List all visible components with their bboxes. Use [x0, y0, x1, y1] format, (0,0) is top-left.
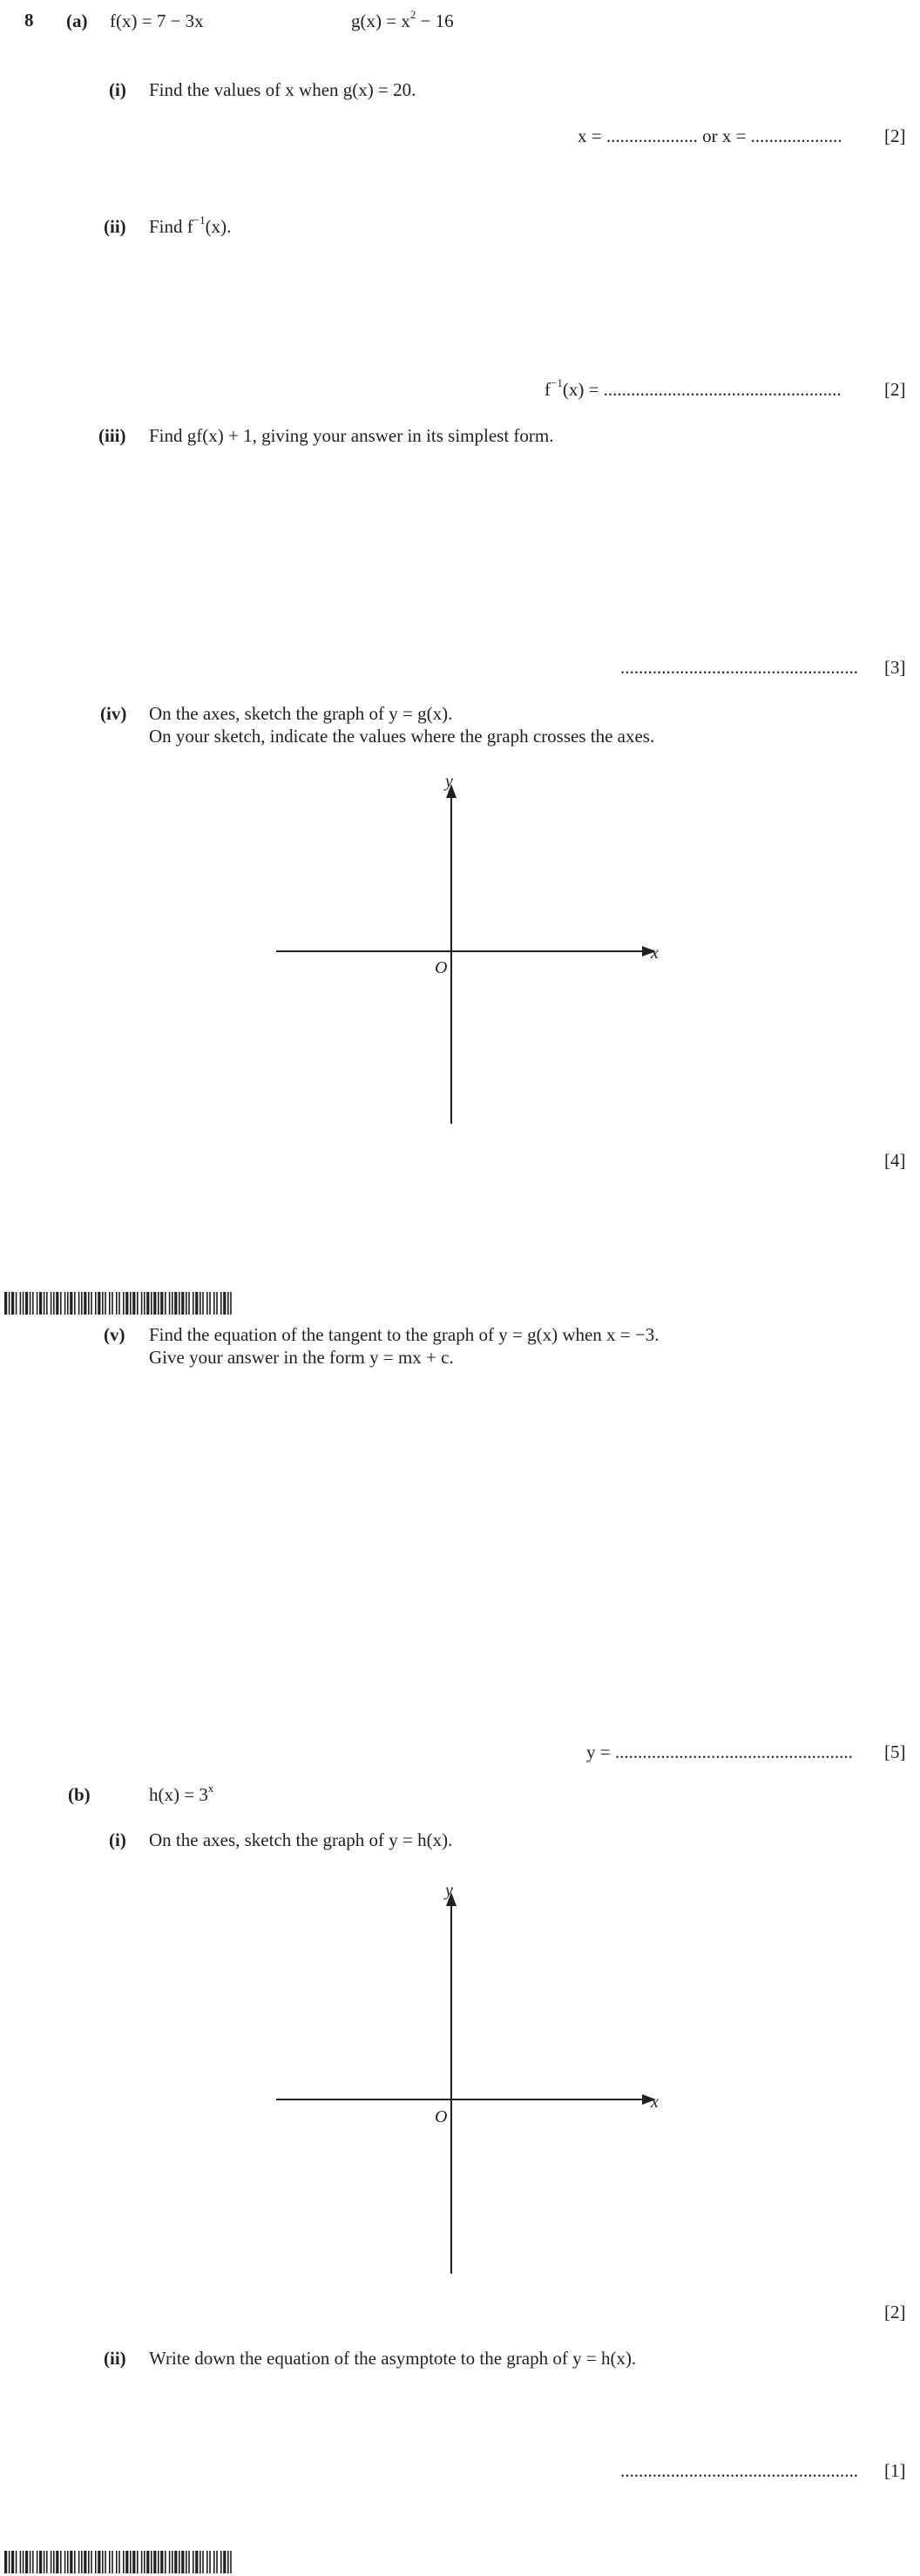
barcode-bar: [78, 1292, 80, 1315]
barcode-bar: [116, 2551, 118, 2573]
barcode-bar: [195, 2551, 198, 2573]
barcode-bar: [174, 2551, 177, 2573]
part-a-iv-origin-label: O: [435, 958, 448, 977]
barcode-bar: [193, 1292, 194, 1315]
barcode-bar: [64, 2551, 66, 2573]
part-b-i-question: On the axes, sketch the graph of y = h(x).: [149, 1829, 453, 1850]
barcode-bar: [102, 1292, 104, 1315]
barcode-bar: [84, 1292, 86, 1315]
barcode-bar: [216, 1292, 218, 1315]
part-a-iv-x-label: x: [651, 943, 659, 963]
barcode-bar: [165, 1292, 166, 1315]
barcode-bar: [74, 1292, 76, 1315]
barcode-bar: [95, 2551, 97, 2573]
barcode-bar: [74, 2551, 76, 2573]
barcode-bar: [186, 1292, 187, 1315]
part-a-iii-question: Find gf(x) + 1, giving your answer in its simplest form.: [149, 425, 554, 446]
barcode-bar: [125, 2551, 128, 2573]
barcode-bar: [188, 2551, 190, 2573]
part-b-label: (b): [68, 1784, 91, 1805]
barcode-bar: [123, 1292, 125, 1315]
barcode-bar: [67, 1292, 69, 1315]
barcode-bar: [105, 2551, 106, 2573]
barcode-bar: [84, 2551, 86, 2573]
barcode-bar: [95, 1292, 97, 1315]
barcode-bar: [88, 1292, 90, 1315]
barcode-bar: [130, 1292, 132, 1315]
barcode-bar: [169, 1292, 171, 1315]
barcode-bar: [98, 2551, 100, 2573]
barcode-bar: [44, 2551, 45, 2573]
part-b-ii-marks: [1]: [884, 2460, 906, 2481]
barcode-bar: [105, 1292, 106, 1315]
barcode-bar: [172, 2551, 173, 2573]
barcode-bottom: [4, 2551, 379, 2573]
barcode-bar: [51, 1292, 52, 1315]
barcode-bar: [112, 2551, 113, 2573]
barcode-bar: [60, 1292, 62, 1315]
barcode-bar: [30, 1292, 31, 1315]
barcode-bar: [160, 1292, 163, 1315]
barcode-bar: [78, 2551, 80, 2573]
barcode-bar: [32, 2551, 34, 2573]
barcode-bar: [123, 2551, 125, 2573]
barcode-bar: [132, 1292, 135, 1315]
barcode-bar: [160, 2551, 163, 2573]
part-a-i-label: (i): [109, 79, 126, 100]
barcode-bar: [202, 2551, 204, 2573]
barcode-bar: [91, 2551, 92, 2573]
barcode-bar: [137, 2551, 139, 2573]
part-b-ii-label: (ii): [104, 2348, 126, 2369]
barcode-bar: [206, 2551, 208, 2573]
barcode-bar: [158, 2551, 159, 2573]
barcode-bar: [37, 1292, 38, 1315]
part-a-iii-marks: [3]: [884, 657, 906, 678]
barcode-bar: [174, 1292, 177, 1315]
barcode-bar: [56, 1292, 58, 1315]
barcode-bar: [16, 2551, 17, 2573]
barcode-bar: [11, 1292, 14, 1315]
part-a-iv-y-label: y: [445, 772, 453, 791]
barcode-bar: [146, 2551, 149, 2573]
barcode-bar: [51, 2551, 52, 2573]
barcode-bar: [230, 2551, 232, 2573]
barcode-bar: [223, 2551, 226, 2573]
barcode-bar: [56, 2551, 58, 2573]
barcode-bar: [9, 1292, 10, 1315]
barcode-bar: [116, 1292, 118, 1315]
barcode-bar: [227, 2551, 229, 2573]
barcode-bar: [165, 2551, 166, 2573]
barcode-bar: [39, 2551, 42, 2573]
barcode-bar: [32, 1292, 34, 1315]
question-number: 8: [24, 10, 34, 30]
barcode-bar: [20, 1292, 22, 1315]
part-a-v-answer-line[interactable]: y = ....................................................: [586, 1741, 853, 1762]
barcode-bar: [30, 2551, 31, 2573]
barcode-bar: [25, 1292, 28, 1315]
barcode-bar: [179, 2551, 180, 2573]
barcode-bar: [209, 1292, 211, 1315]
barcode-bar: [141, 2551, 143, 2573]
barcode-bar: [216, 2551, 218, 2573]
barcode-bar: [109, 1292, 111, 1315]
barcode-bar: [153, 2551, 156, 2573]
part-a-iv-axes[interactable]: [274, 767, 666, 1132]
barcode-bar: [46, 2551, 48, 2573]
barcode-bar: [23, 1292, 24, 1315]
barcode-bar: [125, 1292, 128, 1315]
barcode-bar: [23, 2551, 24, 2573]
barcode-bar: [179, 1292, 180, 1315]
barcode-bar: [172, 1292, 173, 1315]
barcode-bar: [20, 2551, 22, 2573]
barcode-bar: [67, 2551, 69, 2573]
barcode-bar: [102, 2551, 104, 2573]
part-a-iii-label: (iii): [98, 425, 126, 446]
barcode-bar: [130, 2551, 132, 2573]
barcode-bar: [151, 1292, 152, 1315]
part-a-i-question: Find the values of x when g(x) = 20.: [149, 79, 416, 100]
barcode-bar: [46, 1292, 48, 1315]
barcode-bar: [39, 1292, 42, 1315]
barcode-bar: [81, 2551, 83, 2573]
barcode-bar: [200, 2551, 201, 2573]
barcode-bar: [206, 1292, 208, 1315]
part-a-label: (a): [66, 10, 88, 31]
barcode-bar: [230, 1292, 232, 1315]
part-a-ii-answer-line[interactable]: $f^{-1}(x)$ = ....................................................: [545, 376, 842, 400]
barcode-bar: [81, 1292, 83, 1315]
barcode-bar: [64, 1292, 66, 1315]
barcode-bar: [169, 2551, 171, 2573]
barcode-bar: [181, 1292, 184, 1315]
barcode-bar: [144, 1292, 145, 1315]
barcode-bar: [70, 1292, 72, 1315]
part-a-iv-question-line2: On your sketch, indicate the values where the graph crosses the axes.: [149, 726, 655, 747]
barcode-bar: [132, 2551, 135, 2573]
part-b-i-axes[interactable]: [274, 1880, 666, 2281]
barcode-bar: [109, 2551, 111, 2573]
part-b-ii-question: Write down the equation of the asymptote to the graph of y = h(x).: [149, 2348, 637, 2369]
barcode-bar: [11, 2551, 14, 2573]
barcode-bar: [118, 1292, 120, 1315]
barcode-bar: [146, 1292, 149, 1315]
barcode-bar: [153, 1292, 156, 1315]
part-a-i-marks: [2]: [884, 125, 906, 146]
barcode-bar: [9, 2551, 10, 2573]
barcode-bar: [112, 1292, 113, 1315]
barcode-bar: [202, 1292, 204, 1315]
barcode-top: [4, 1292, 379, 1315]
barcode-bar: [16, 1292, 17, 1315]
barcode-bar: [53, 2551, 55, 2573]
part-a-ii-label: (ii): [104, 216, 126, 237]
barcode-bar: [188, 1292, 190, 1315]
barcode-bar: [91, 1292, 92, 1315]
barcode-bar: [118, 2551, 120, 2573]
part-b-i-origin-label: O: [435, 2107, 448, 2126]
barcode-bar: [186, 2551, 187, 2573]
barcode-bar: [44, 1292, 45, 1315]
barcode-bar: [25, 2551, 28, 2573]
part-a-i-answer-line[interactable]: x = .................... or x = ....................: [578, 125, 842, 146]
part-a-ii-marks: [2]: [884, 379, 906, 400]
barcode-bar: [53, 1292, 55, 1315]
part-a-iv-marks: [4]: [884, 1150, 906, 1171]
h-definition: $h(x) = 3^x$: [149, 1782, 214, 1805]
part-a-iv-question-line1: On the axes, sketch the graph of y = g(x).: [149, 703, 453, 724]
barcode-bar: [209, 2551, 211, 2573]
part-a-v-question-line1: Find the equation of the tangent to the graph of y = g(x) when x = −3.: [149, 1324, 660, 1345]
barcode-bar: [4, 1292, 7, 1315]
part-b-i-label: (i): [109, 1829, 126, 1850]
barcode-bar: [70, 2551, 72, 2573]
part-b-ii-answer-line[interactable]: ....................................................: [620, 2460, 858, 2481]
barcode-bar: [144, 2551, 145, 2573]
part-a-v-marks: [5]: [884, 1741, 906, 1762]
part-b-i-y-label: y: [445, 1881, 453, 1900]
part-a-ii-question: Find $f^{-1}(x)$.: [149, 213, 232, 237]
barcode-bar: [37, 2551, 38, 2573]
part-a-iv-label: (iv): [100, 703, 127, 724]
barcode-bar: [200, 1292, 201, 1315]
part-b-i-x-label: x: [651, 2093, 659, 2112]
barcode-bar: [98, 1292, 100, 1315]
barcode-bar: [181, 2551, 184, 2573]
barcode-bar: [220, 2551, 222, 2573]
barcode-bar: [195, 1292, 198, 1315]
part-a-v-question-line2: Give your answer in the form y = mx + c.: [149, 1347, 454, 1368]
barcode-bar: [158, 1292, 159, 1315]
barcode-bar: [4, 2551, 7, 2573]
part-b-i-marks: [2]: [884, 2302, 906, 2322]
barcode-bar: [151, 2551, 152, 2573]
f-definition: f(x) = 7 − 3x: [110, 10, 204, 31]
barcode-bar: [141, 1292, 143, 1315]
barcode-bar: [193, 2551, 194, 2573]
part-a-v-label: (v): [104, 1324, 125, 1345]
part-a-iii-answer-line[interactable]: ....................................................: [620, 657, 858, 678]
barcode-bar: [88, 2551, 90, 2573]
barcode-bar: [60, 2551, 62, 2573]
barcode-bar: [227, 1292, 229, 1315]
barcode-bar: [137, 1292, 139, 1315]
barcode-bar: [220, 1292, 222, 1315]
barcode-bar: [213, 2551, 215, 2573]
barcode-bar: [213, 1292, 215, 1315]
barcode-bar: [223, 1292, 226, 1315]
g-definition: $g(x) = x^2 - 16$: [351, 8, 454, 31]
